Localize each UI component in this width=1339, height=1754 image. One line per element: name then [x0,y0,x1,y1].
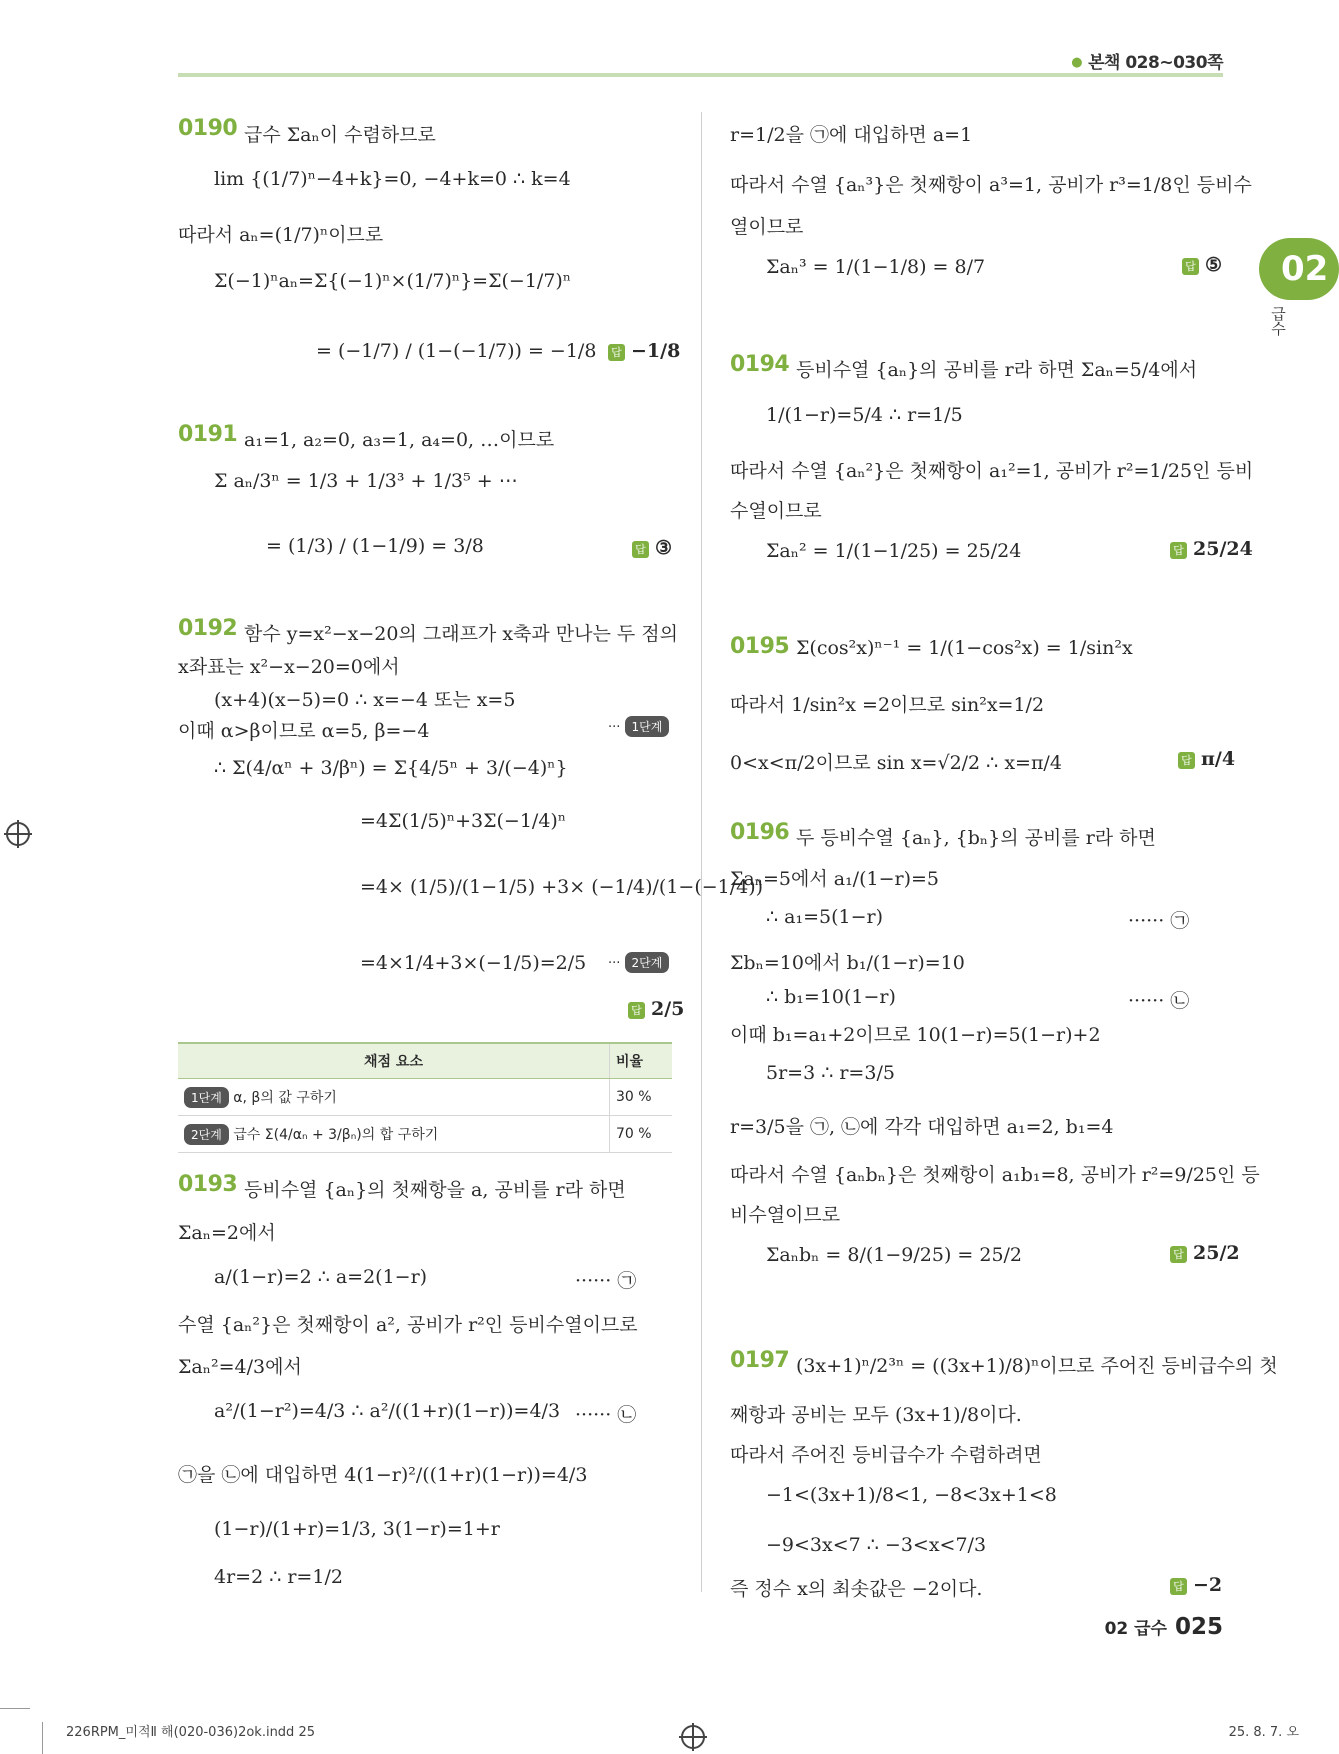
answer-badge [1182,254,1222,276]
table-cell [178,1116,610,1153]
page-footer [1105,1614,1223,1640]
solution-line: 함수 y=x²−x−20의 그래프가 x축과 만나는 두 점의 [244,623,678,645]
solution-line: 0<x<π/2이므로 sin x=√2/2 ∴ x=π/4 [730,752,1062,774]
header-divider [178,73,1223,77]
solution-line: Σaₙ=5에서 a₁/(1−r)=5 [730,868,940,890]
solution-line: a²/(1−r²)=4/3 ∴ a²/((1+r)(1−r))=4/3 [214,1400,561,1422]
table-header: 채점 요소 [178,1043,610,1079]
problem-number: 0194 [730,352,790,377]
equation-marker: ······ ㉠ [575,1270,637,1292]
answer-badge [1170,1242,1240,1264]
solution-line: 열이므로 [730,216,804,238]
step-badge: 1단계 [625,716,670,737]
solution-line: 따라서 aₙ=(1/7)ⁿ이므로 [178,224,384,246]
answer-value: 25/2 [1193,1242,1240,1264]
solution-line: Σ aₙ/3ⁿ = 1/3 + 1/3³ + 1/3⁵ + ⋯ [214,470,518,492]
table-cell: 30 % [610,1079,673,1116]
solution-line: 이때 b₁=a₁+2이므로 10(1−r)=5(1−r)+2 [730,1024,1101,1046]
solution-line: ㉠을 ㉡에 대입하면 4(1−r)²/((1+r)(1−r))=4/3 [178,1464,588,1486]
answer-value: ⑤ [1205,254,1223,276]
answer-mark-icon: 답 [1170,1578,1187,1595]
solution-line: Σaₙbₙ = 8/(1−9/25) = 25/2 [766,1244,1023,1266]
solution-line: 비수열이므로 [730,1204,841,1226]
chapter-name: 02 급수 [1104,1619,1167,1639]
solution-line: Σaₙ²=4/3에서 [178,1356,302,1378]
table-cell [178,1079,610,1116]
column-divider [701,112,702,1592]
solution-line: 두 등비수열 {aₙ}, {bₙ}의 공비를 r라 하면 [796,827,1156,849]
answer-badge [632,537,672,559]
answer-value: π/4 [1201,748,1236,770]
solution-line: 째항과 공비는 모두 (3x+1)/8이다. [730,1404,1022,1426]
solution-line: 따라서 수열 {aₙbₙ}은 첫째항이 a₁b₁=8, 공비가 r²=9/25인 등 [730,1164,1260,1186]
solution-line: −9<3x<7 ∴ −3<x<7/3 [766,1534,987,1556]
solution-line: Σ(cos²x)ⁿ⁻¹ = 1/(1−cos²x) = 1/sin²x [796,637,1133,659]
solution-line: a/(1−r)=2 ∴ a=2(1−r) [214,1266,428,1288]
solution-line: 4r=2 ∴ r=1/2 [214,1566,343,1588]
problem-number: 0196 [730,820,790,845]
table-cell: 70 % [610,1116,673,1153]
chapter-tab: 02 [1259,238,1339,300]
table-row [178,1079,672,1116]
solution-line: Σ(−1)ⁿaₙ=Σ{(−1)ⁿ×(1/7)ⁿ}=Σ(−1/7)ⁿ [214,270,572,292]
answer-badge [1178,748,1235,770]
equation-marker: ······ ㉠ [1128,910,1190,932]
answer-mark-icon: 답 [1170,542,1187,559]
scoring-table [178,1042,672,1153]
solution-line: ∴ a₁=5(1−r) [766,906,883,928]
step-badge: 2단계 [184,1124,229,1145]
solution-line: 등비수열 {aₙ}의 첫째항을 a, 공비를 r라 하면 [244,1179,626,1201]
solution-line: −1<(3x+1)/8<1, −8<3x+1<8 [766,1484,1057,1506]
solution-line: lim {(1/7)ⁿ−4+k}=0, −4+k=0 ∴ k=4 [214,168,571,190]
table-header: 비율 [610,1043,673,1079]
solution-line: Σaₙ=2에서 [178,1222,276,1244]
solution-line: =4Σ(1/5)ⁿ+3Σ(−1/4)ⁿ [360,810,567,832]
crop-mark [0,1708,30,1709]
solution-line: = (1/3) / (1−1/9) = 3/8 [266,535,484,557]
solution-line: 등비수열 {aₙ}의 공비를 r라 하면 Σaₙ=5/4에서 [796,359,1198,381]
problem-number: 0197 [730,1348,790,1373]
step-marker: ··· 1단계 [608,716,669,737]
solution-line: (3x+1)ⁿ/2³ⁿ = ((3x+1)/8)ⁿ이므로 주어진 등비급수의 첫 [796,1355,1278,1377]
solution-line: Σbₙ=10에서 b₁/(1−r)=10 [730,952,965,974]
solution-line: 따라서 1/sin²x =2이므로 sin²x=1/2 [730,694,1045,716]
problem-number: 0191 [178,422,238,447]
answer-mark-icon: 답 [1170,1246,1187,1263]
answer-badge [628,998,684,1020]
answer-badge [1170,538,1253,560]
problem-number: 0192 [178,616,238,641]
answer-badge [608,340,680,362]
registration-mark-icon [6,822,30,846]
solution-line: x좌표는 x²−x−20=0에서 [178,656,400,678]
problem-number: 0195 [730,634,790,659]
answer-value: 2/5 [651,998,685,1020]
header-reference [1071,48,1223,73]
table-header-row [178,1043,672,1079]
bullet-icon: ● [1071,55,1083,70]
solution-line: =4× (1/5)/(1−1/5) +3× (−1/4)/(1−(−1/4)) [360,876,764,898]
solution-line: a₁=1, a₂=0, a₃=1, a₄=0, …이므로 [244,429,555,451]
solution-line: 따라서 수열 {aₙ²}은 첫째항이 a₁²=1, 공비가 r²=1/25인 등비 [730,460,1254,482]
print-file-info: 226RPM_미적Ⅱ 해(020-036)2ok.indd 25 [66,1725,315,1740]
solution-line: (1−r)/(1+r)=1/3, 3(1−r)=1+r [214,1518,500,1540]
step-badge: 1단계 [184,1087,229,1108]
answer-value: −2 [1193,1574,1223,1596]
solution-line: 1/(1−r)=5/4 ∴ r=1/5 [766,404,963,426]
table-row [178,1116,672,1153]
problem-number: 0190 [178,116,238,141]
solution-line: 수열이므로 [730,500,822,522]
solution-line: 이때 α>β이므로 α=5, β=−4 [178,720,430,742]
solution-line: 즉 정수 x의 최솟값은 −2이다. [730,1578,983,1600]
equation-marker: ······ ㉡ [1128,990,1190,1012]
solution-line: ∴ Σ(4/αⁿ + 3/βⁿ) = Σ{4/5ⁿ + 3/(−4)ⁿ} [214,757,568,779]
answer-mark-icon: 답 [608,344,625,361]
table-cell-text: α, β의 값 구하기 [233,1089,337,1106]
solution-line: ∴ b₁=10(1−r) [766,986,896,1008]
answer-value: ③ [655,537,673,559]
chapter-tab-label: 급수 [1269,306,1287,336]
solution-line: 급수 Σaₙ이 수렴하므로 [244,124,436,146]
solution-line: 5r=3 ∴ r=3/5 [766,1062,895,1084]
equation-marker: ······ ㉡ [575,1404,637,1426]
solution-line: Σaₙ³ = 1/(1−1/8) = 8/7 [766,256,986,278]
solution-line: (x+4)(x−5)=0 ∴ x=−4 또는 x=5 [214,689,516,711]
step-marker: ··· 2단계 [608,952,669,973]
header-ref-text: 본책 028~030쪽 [1088,53,1223,73]
solution-line: =4×1/4+3×(−1/5)=2/5 [360,952,587,974]
solution-line: 따라서 수열 {aₙ³}은 첫째항이 a³=1, 공비가 r³=1/8인 등비수 [730,174,1252,196]
answer-value: 25/24 [1193,538,1253,560]
answer-mark-icon: 답 [632,541,649,558]
registration-mark-icon [681,1725,705,1749]
table-cell-text: 급수 Σ(4/αₙ + 3/βₙ)의 합 구하기 [233,1126,439,1143]
solution-line: r=1/2을 ㉠에 대입하면 a=1 [730,124,973,146]
answer-value: −1/8 [631,340,681,362]
solution-line: 수열 {aₙ²}은 첫째항이 a², 공비가 r²인 등비수열이므로 [178,1314,638,1336]
answer-badge [1170,1574,1222,1596]
page-number: 025 [1174,1614,1223,1640]
solution-line: r=3/5을 ㉠, ㉡에 각각 대입하면 a₁=2, b₁=4 [730,1116,1114,1138]
solution-line: Σaₙ² = 1/(1−1/25) = 25/24 [766,540,1022,562]
answer-mark-icon: 답 [628,1002,645,1019]
answer-mark-icon: 답 [1182,258,1199,275]
print-date: 25. 8. 7. 오 [1228,1725,1299,1740]
answer-mark-icon: 답 [1178,752,1195,769]
solution-line: = (−1/7) / (1−(−1/7)) = −1/8 [316,340,597,362]
solution-line: 따라서 주어진 등비급수가 수렴하려면 [730,1444,1042,1466]
problem-number: 0193 [178,1172,238,1197]
step-badge: 2단계 [625,952,670,973]
crop-mark [42,1722,43,1754]
